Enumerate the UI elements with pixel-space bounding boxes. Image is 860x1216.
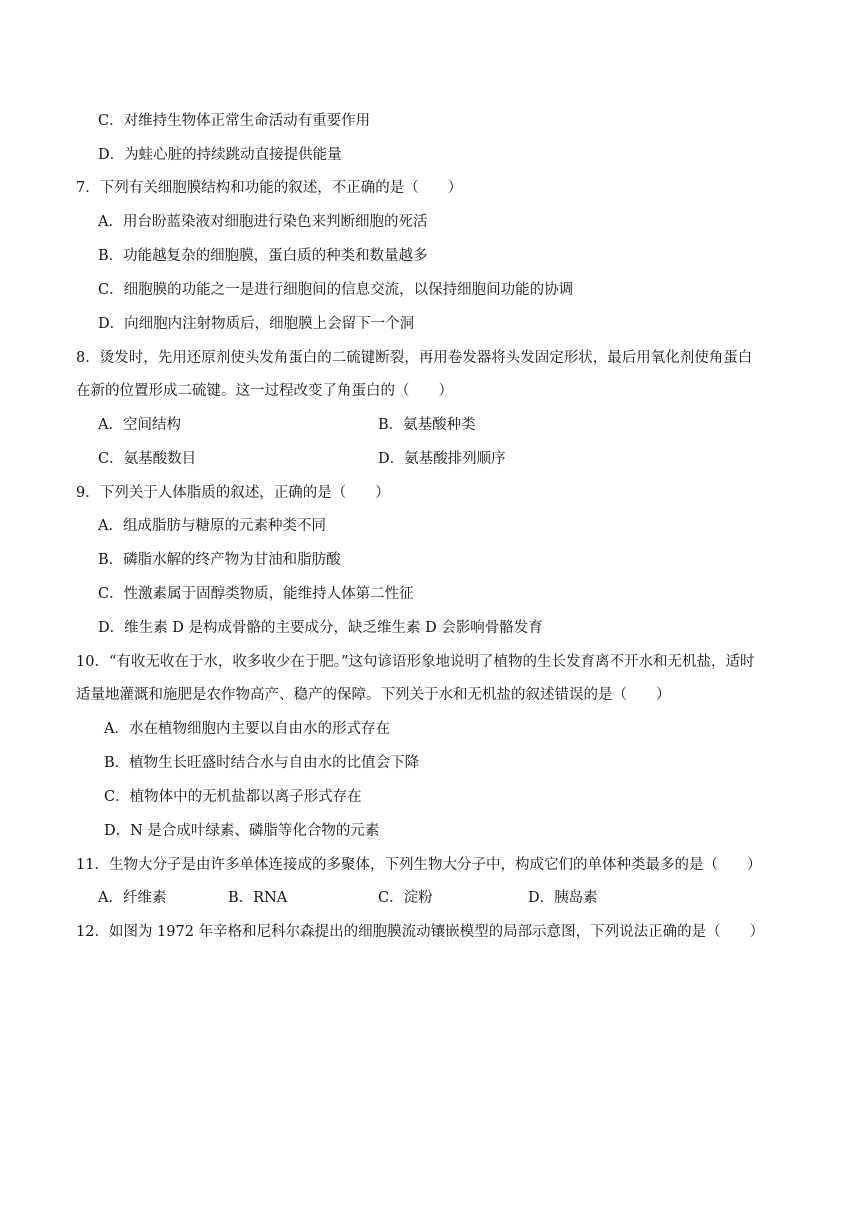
q7-stem: 7．下列有关细胞膜结构和功能的叙述，不正确的是（ ）: [76, 180, 463, 196]
q8-option-b: B．氨基酸种类: [378, 417, 476, 433]
q10-option-d: D．N 是合成叶绿素、磷脂等化合物的元素: [104, 823, 380, 839]
q11-option-a: A．纤维素: [98, 890, 167, 906]
q10-option-c: C．植物体中的无机盐都以离子形式存在: [104, 789, 362, 805]
q8-stem-line2: 在新的位置形成二硫键。这一过程改变了角蛋白的（ ）: [76, 383, 453, 399]
q8-option-c: C．氨基酸数目: [98, 451, 197, 467]
q10-stem-line2: 适量地灌溉和施肥是农作物高产、稳产的保障。下列关于水和无机盐的叙述错误的是（ ）: [76, 687, 671, 703]
q8-stem-line1: 8．烫发时，先用还原剂使头发角蛋白的二硫键断裂，再用卷发器将头发固定形状，最后用氧化剂使角蛋白: [76, 350, 753, 366]
q8-option-d: D．氨基酸排列顺序: [378, 451, 506, 467]
q12-stem: 12．如图为 1972 年辛格和尼科尔森提出的细胞膜流动镶嵌模型的局部示意图，下列说法正确的是（ ）: [76, 924, 765, 940]
q7-option-d: D．向细胞内注射物质后，细胞膜上会留下一个洞: [98, 316, 415, 332]
q10-option-b: B．植物生长旺盛时结合水与自由水的比值会下降: [104, 755, 420, 771]
q9-option-c: C．性激素属于固醇类物质，能维持人体第二性征: [98, 586, 414, 602]
q9-stem: 9．下列关于人体脂质的叙述，正确的是（ ）: [76, 485, 390, 501]
q11-option-b: B．RNA: [228, 890, 288, 906]
q8-option-a: A．空间结构: [98, 417, 181, 433]
q6-option-d: D．为蛙心脏的持续跳动直接提供能量: [98, 147, 342, 163]
q6-option-c: C．对维持生物体正常生命活动有重要作用: [98, 113, 371, 129]
q7-option-a: A．用台盼蓝染液对细胞进行染色来判断细胞的死活: [98, 214, 428, 230]
q9-option-a: A．组成脂肪与糖原的元素种类不同: [98, 518, 326, 534]
q11-option-d: D．胰岛素: [528, 890, 598, 906]
q9-option-d: D．维生素 D 是构成骨骼的主要成分，缺乏维生素 D 会影响骨骼发育: [98, 620, 543, 636]
q9-option-b: B．磷脂水解的终产物为甘油和脂肪酸: [98, 552, 341, 568]
q7-option-c: C．细胞膜的功能之一是进行细胞间的信息交流，以保持细胞间功能的协调: [98, 282, 574, 298]
q10-option-a: A．水在植物细胞内主要以自由水的形式存在: [104, 721, 390, 737]
q10-stem-line1: 10．“有收无收在于水，收多收少在于肥。”这句谚语形象地说明了植物的生长发育离不开水和无机盐，适时: [76, 654, 755, 670]
q11-option-c: C．淀粉: [378, 890, 433, 906]
q11-stem: 11．生物大分子是由许多单体连接成的多聚体，下列生物大分子中，构成它们的单体种类最多的是（ ）: [76, 857, 762, 873]
q7-option-b: B．功能越复杂的细胞膜，蛋白质的种类和数量越多: [98, 248, 428, 264]
